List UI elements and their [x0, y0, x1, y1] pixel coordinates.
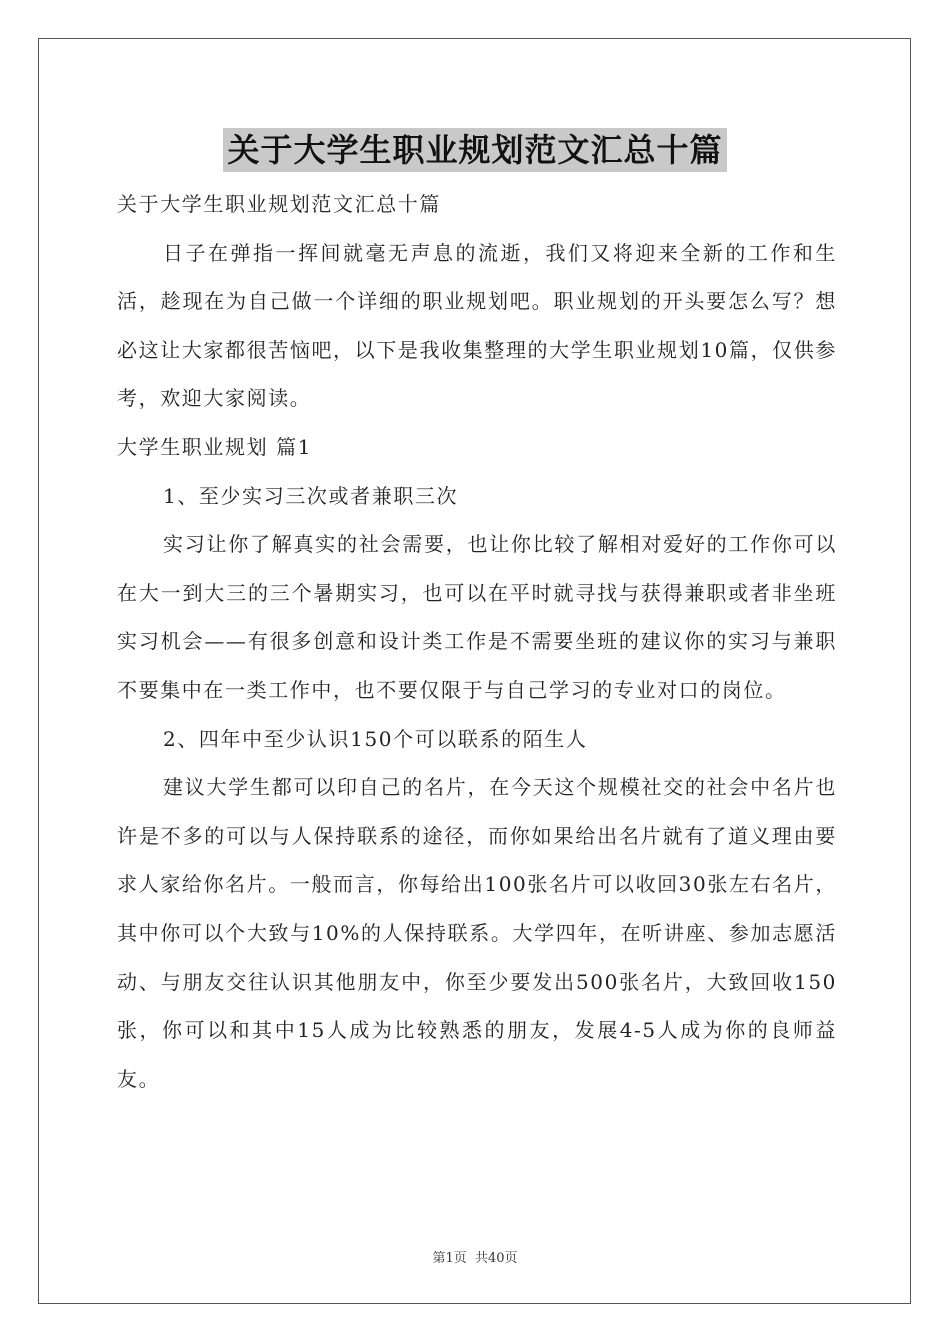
paragraph: 2、四年中至少认识150个可以联系的陌生人 [163, 726, 588, 751]
document-body [117, 180, 837, 1103]
paragraph: 1、至少实习三次或者兼职三次 [163, 483, 459, 508]
paragraph: 实习让你了解真实的社会需要，也让你比较了解相对爱好的工作你可以在大一到大三的三个暑期实习，也可以在平时就寻找与获得兼职或者非坐班实习机会——有很多创意和设计类工作是不需要坐班的建议你的实习与兼职不要集中在一类工作中，也不要仅限于与自己学习的专业对口的岗位。 [117, 532, 837, 702]
document-title [0, 128, 950, 172]
section-heading: 大学生职业规划 篇1 [117, 434, 313, 459]
document-title-text: 关于大学生职业规划范文汇总十篇 [223, 128, 726, 172]
paragraph: 日子在弹指一挥间就毫无声息的流逝，我们又将迎来全新的工作和生活，趁现在为自己做一个详细的职业规划吧。职业规划的开头要怎么写？想必这让大家都很苦恼吧，以下是我收集整理的大学生职业规划10篇，仅供参考，欢迎大家阅读。 [117, 240, 837, 411]
paragraph: 关于大学生职业规划范文汇总十篇 [117, 192, 441, 216]
page-footer: 第1页 共40页 [432, 1251, 518, 1266]
paragraph: 建议大学生都可以印自己的名片，在今天这个规模社交的社会中名片也许是不多的可以与人保持联系的途径，而你如果给出名片就有了道义理由要求人家给你名片。一般而言，你每给出100张名片可以收回30张左右名片，其中你可以个大致与10%的人保持联系。大学四年，在听讲座、参加志愿活动、与朋友交往认识其他朋友中，你至少要发出500张名片，大致回收150张，你可以和其中15人成为比较熟悉的朋友，发展4-5人成为你的良师益友。 [117, 775, 837, 1091]
